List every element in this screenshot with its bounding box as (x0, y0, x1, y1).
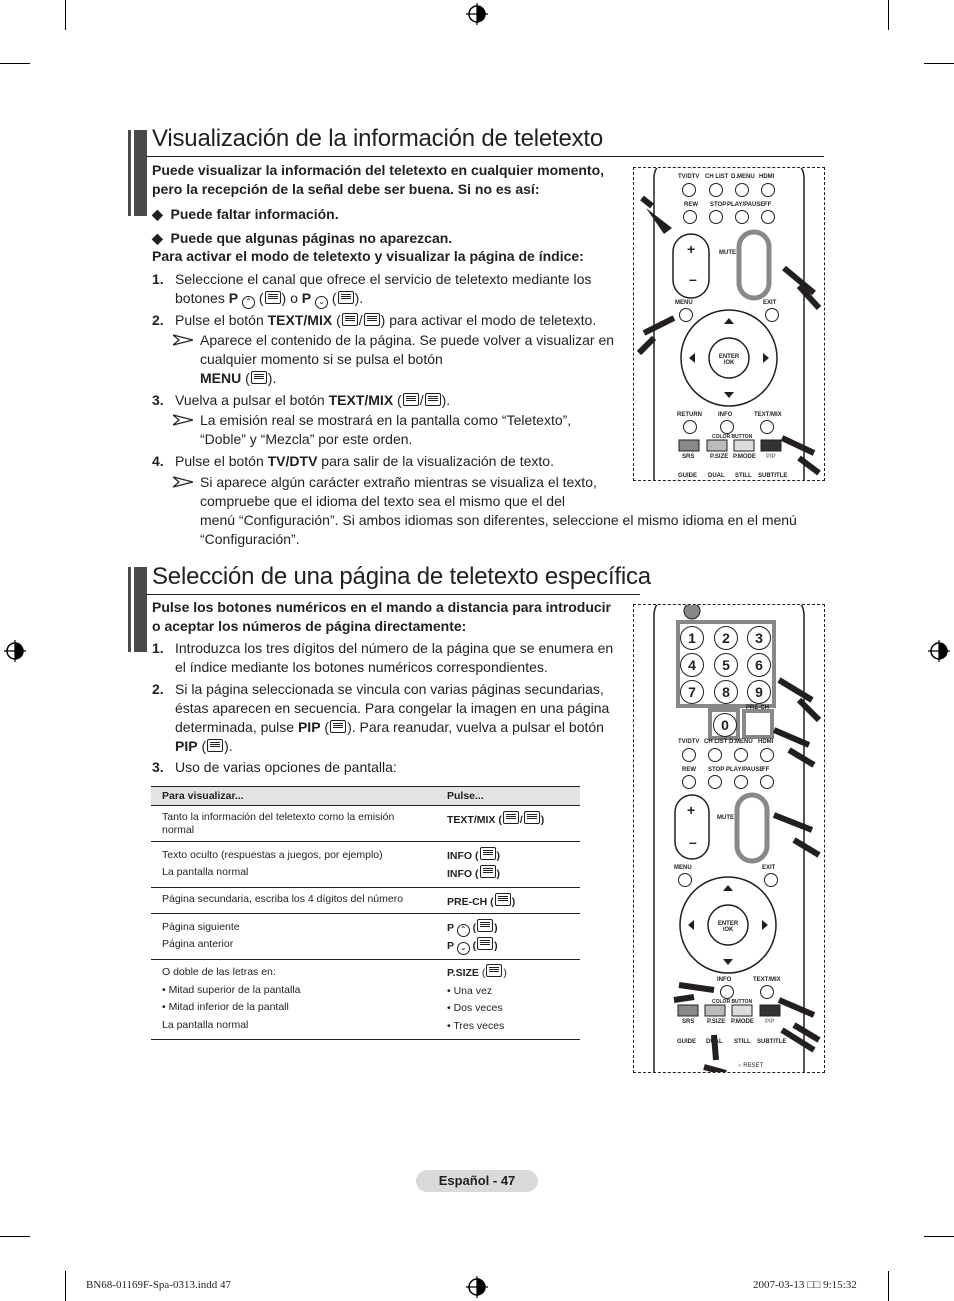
menu-label: MENU (674, 865, 692, 871)
intro-text: Puede visualizar la información del teletexto en cualquier momento, pero la recepción de la señal debe ser buena. Si no es así: (152, 162, 605, 197)
chevron-down-icon: ⌄ (457, 942, 470, 955)
crop-mark (0, 63, 30, 64)
remote-label: CH LIST (705, 174, 729, 180)
remote-label: P.MODE (731, 1019, 754, 1025)
digit-7-button[interactable]: 7 (680, 680, 704, 704)
crop-mark (65, 0, 66, 30)
remote-label: REW (682, 767, 696, 773)
channel-up-icon (265, 291, 281, 304)
digit-3-button[interactable]: 3 (747, 626, 771, 650)
hdmi-button[interactable] (761, 183, 775, 197)
table-row (151, 960, 580, 1040)
bullet-item: ◆ Puede faltar información. (152, 206, 339, 222)
teletext-icon (403, 393, 419, 406)
table-cell: P ⌃ ( ) P ⌄ ( ) (436, 914, 580, 960)
digit-8-button[interactable]: 8 (714, 680, 738, 704)
hdmi-button[interactable] (760, 748, 774, 762)
remote-label: CH LIST (704, 739, 728, 745)
menu-label: MENU (675, 300, 693, 306)
section-bar (132, 130, 147, 216)
remote-label: DUAL (708, 473, 725, 479)
table-cell: INFO ( ) INFO ( ) (436, 842, 580, 888)
channel-down-icon (338, 291, 354, 304)
step-text: Pulse el botón TEXT/MIX ( / ) para activar el modo de teletexto. (175, 312, 597, 328)
step-number: 3. (152, 759, 164, 775)
exit-button[interactable] (764, 873, 778, 887)
remote-label: D.MENU (731, 174, 755, 180)
tvdtv-button[interactable] (682, 183, 696, 197)
stop-button[interactable] (708, 775, 722, 789)
digit-2-button[interactable]: 2 (714, 626, 738, 650)
crop-mark (888, 1271, 889, 1301)
stop-button[interactable] (709, 210, 723, 224)
file-slug: BN68-01169F-Spa-0313.indd 47 (86, 1279, 232, 1291)
remote-label: – (689, 834, 697, 850)
bullet-item: ◆ Puede que algunas páginas no aparezcan. (152, 230, 453, 246)
step-text: Vuelva a pulsar el botón TEXT/MIX ( / ). (175, 392, 451, 408)
remote-label: GUIDE (677, 1039, 697, 1045)
step-text: Introduzca los tres dígitos del número de la página que se enumera en el índice mediante los botones numéricos correspondientes. (175, 640, 614, 675)
remote-label: + (687, 802, 696, 818)
remote-label: SRS (682, 1019, 695, 1025)
title-rule (146, 156, 824, 157)
remote-label: STILL (734, 1039, 751, 1045)
pip-icon (207, 739, 223, 752)
ff-button[interactable] (761, 210, 775, 224)
ff-button[interactable] (760, 775, 774, 789)
remote-illustration (633, 167, 825, 481)
remote-label: P.SIZE (707, 1019, 726, 1025)
table-cell: TEXT/MIX ( / ) (436, 806, 580, 842)
exit-label: EXIT (762, 865, 776, 871)
chlist-button[interactable] (708, 748, 722, 762)
channel-down-icon (477, 937, 493, 950)
rew-button[interactable] (682, 775, 696, 789)
step-number: 1. (152, 640, 164, 656)
prech-icon (495, 893, 511, 906)
tvdtv-button[interactable] (682, 748, 696, 762)
note-text: Aparece el contenido de la página. Se puede volver a visualizar en cualquier momento si se pulsa el botón MENU ( ). (200, 332, 615, 386)
note-arrow-icon (173, 334, 193, 346)
remote-label: HDMI (759, 174, 775, 180)
remote-label: D.MENU (729, 739, 753, 745)
page-number-badge: Español - 47 (416, 1170, 538, 1192)
remote-label: PIP (765, 1019, 775, 1025)
remote-label: TEXT/MIX (754, 412, 782, 418)
mix-icon (364, 313, 380, 326)
remote-label: P.SIZE (710, 454, 729, 460)
remote-label: PLAY/PAUSE (727, 202, 765, 208)
teletext-options-table (151, 786, 580, 1040)
reset-label: ○ RESET (738, 1063, 764, 1069)
digit-1-button[interactable]: 1 (680, 626, 704, 650)
lead-text: Para activar el modo de teletexto y visualizar la página de índice: (152, 248, 584, 264)
step-number: 3. (152, 392, 164, 408)
textmix-button[interactable] (760, 420, 774, 434)
crop-mark (924, 63, 954, 64)
chevron-up-icon: ⌃ (242, 296, 255, 309)
info-icon (480, 847, 496, 860)
registration-mark-icon (466, 1276, 488, 1298)
remote-label: GUIDE (678, 473, 698, 479)
enter-label: ENTER /OK (717, 921, 739, 933)
remote-label: TEXT/MIX (753, 977, 781, 983)
step-number: 1. (152, 271, 164, 287)
teletext-icon (342, 313, 358, 326)
registration-mark-icon (928, 640, 950, 662)
digit-0-button[interactable]: 0 (713, 713, 737, 737)
info-button[interactable] (720, 420, 734, 434)
table-cell: Página secundaria, escriba los 4 dígitos del número (162, 893, 404, 905)
note-arrow-icon (173, 476, 193, 488)
step-number: 2. (152, 312, 164, 328)
remote-label: P.MODE (733, 454, 756, 460)
remote-label: + (687, 241, 696, 257)
remote-label: STILL (735, 473, 752, 479)
crop-mark (888, 0, 889, 30)
exit-label: EXIT (763, 300, 777, 306)
mix-icon (524, 811, 540, 824)
remote-label: – (689, 271, 697, 287)
note-arrow-icon (173, 414, 193, 426)
mute-label: MUTE (717, 815, 734, 821)
crop-mark (924, 1236, 954, 1237)
step-number: 2. (152, 681, 164, 697)
step-text: Seleccione el canal que ofrece el servicio de teletexto mediante los botones P ⌃ ( ) o P ⌄ ( ). (175, 270, 625, 309)
mix-icon (425, 393, 441, 406)
teletext-icon (503, 811, 519, 824)
table-row (151, 888, 580, 914)
crop-mark (65, 1271, 66, 1301)
remote-label: REW (684, 202, 698, 208)
info-button[interactable] (720, 985, 734, 999)
table-cell: Texto oculto (respuestas a juegos, por ejemplo) La pantalla normal (162, 849, 383, 878)
color-button-label: COLOR BUTTON (712, 999, 753, 1005)
remote-label: DUAL (706, 1039, 723, 1045)
remote-label: STOP (708, 767, 725, 773)
exit-button[interactable] (765, 308, 779, 322)
chevron-up-icon: ⌃ (457, 924, 470, 937)
table-cell: Tanto la información del teletexto como la emisión normal (162, 811, 395, 836)
step-text: Pulse el botón TV/DTV para salir de la visualización de texto. (175, 453, 554, 469)
crop-mark (0, 1236, 30, 1237)
digit-6-button[interactable]: 6 (747, 653, 771, 677)
remote-label: PIP (766, 454, 776, 460)
enter-label: ENTER /OK (718, 354, 740, 366)
table-header-cell: Para visualizar... (162, 790, 244, 802)
chlist-button[interactable] (709, 183, 723, 197)
menu-button[interactable] (679, 308, 693, 322)
section-title: Visualización de la información de teletexto (152, 125, 604, 152)
remote-label: SUBTITLE (758, 473, 788, 479)
mute-label: MUTE (719, 250, 736, 256)
registration-mark-icon (4, 640, 26, 662)
pip-icon (330, 720, 346, 733)
chevron-down-icon: ⌄ (315, 296, 328, 309)
digit-4-button[interactable]: 4 (680, 653, 704, 677)
registration-mark-icon (466, 3, 488, 25)
table-row (151, 806, 580, 842)
dmenu-button[interactable] (735, 183, 749, 197)
textmix-button[interactable] (760, 985, 774, 999)
remote-label: INFO (717, 977, 732, 983)
table-cell: PRE-CH ( ) (436, 888, 580, 914)
color-button-label: COLOR BUTTON (712, 434, 753, 440)
remote-label: FF (762, 767, 770, 773)
remote-label: TV/DTV (678, 739, 700, 745)
table-header (151, 787, 580, 806)
psize-icon (486, 964, 502, 977)
remote-label: RETURN (677, 412, 702, 418)
table-header-cell: Pulse... (447, 790, 484, 802)
play-pause-button[interactable] (734, 775, 748, 789)
remote-label: SUBTITLE (757, 1039, 787, 1045)
step-number: 4. (152, 453, 164, 469)
channel-up-icon (477, 919, 493, 932)
digit-5-button[interactable]: 5 (714, 653, 738, 677)
remote-label: HDMI (758, 739, 774, 745)
return-button[interactable] (683, 420, 697, 434)
table-cell: Página siguiente Página anterior (162, 921, 240, 950)
remote-label: SRS (682, 454, 695, 460)
remote-label: TV/DTV (678, 174, 700, 180)
rew-button[interactable] (683, 210, 697, 224)
remote-label: PLAY/PAUSE (726, 767, 764, 773)
remote-label: INFO (718, 412, 733, 418)
step-text: Si la página seleccionada se vincula con varias páginas secundarias, éstas aparecen en secuencia. Para congelar la imagen en una página determinada, pulse PIP ( ). Para reanudar, vuelva a pulsar el botón PIP ( ). (175, 681, 610, 754)
note-text: Si aparece algún carácter extraño mientras se visualiza el texto, compruebe que el idioma del texto sea el mismo que el del menú “Configuración”. Si ambos idiomas son diferentes, seleccione el mismo idioma en el menú “Configuración”. (200, 474, 797, 547)
remote-label: FF (764, 202, 772, 208)
date-slug: 2007-03-13 □□ 9:15:32 (753, 1279, 857, 1291)
menu-button[interactable] (678, 873, 692, 887)
table-cell: P.SIZE ( ) • Una vez • Dos veces • Tres veces (436, 960, 580, 1040)
digit-9-button[interactable]: 9 (747, 680, 771, 704)
table-row (151, 914, 580, 960)
menu-icon (251, 371, 267, 384)
section-bar (132, 567, 147, 652)
remote-label: STOP (710, 202, 727, 208)
table-row (151, 842, 580, 888)
table-cell: O doble de las letras en: • Mitad superior de la pantalla • Mitad inferior de la pantall La pantalla normal (162, 966, 301, 1031)
intro-text: Pulse los botones numéricos en el mando a distancia para introducir o aceptar los números de página directamente: (152, 599, 611, 634)
remote-illustration (633, 604, 825, 1073)
prech-label: PRE-CH (746, 705, 770, 711)
step-text: Uso de varias opciones de pantalla: (175, 759, 397, 775)
title-rule (146, 594, 640, 595)
section-title: Selección de una página de teletexto específica (152, 563, 651, 590)
dmenu-button[interactable] (734, 748, 748, 762)
note-text: La emisión real se mostrará en la pantalla como “Teletexto”, “Doble” y “Mezcla” por este orden. (200, 412, 572, 447)
info-icon (480, 865, 496, 878)
play-pause-button[interactable] (735, 210, 749, 224)
